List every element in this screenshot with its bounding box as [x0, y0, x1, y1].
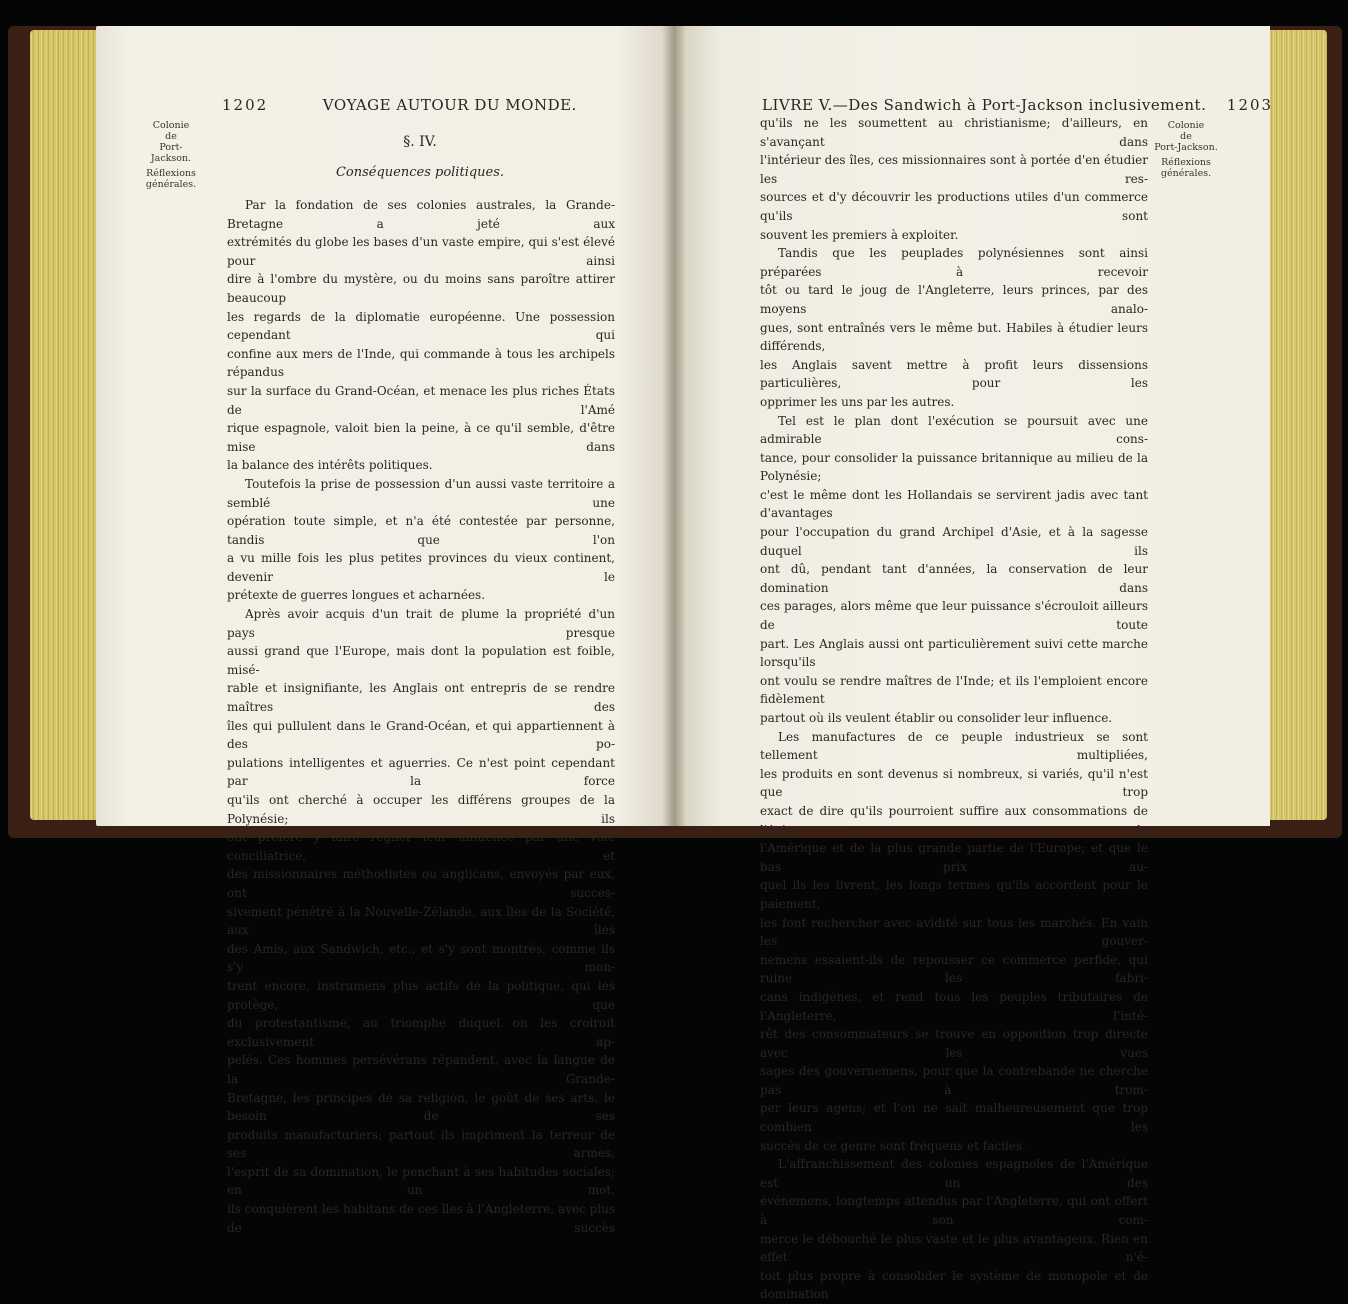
text-line: l'Amérique et de la plus grande partie de l'Europe; et que le bas prix au-	[760, 841, 1148, 874]
text-line: dire à l'ombre du mystère, ou du moins sans paroître attirer beaucoup	[227, 272, 615, 305]
text-line: ont préféré y faire régner leur influence par une voie conciliatrice, et	[227, 830, 615, 863]
left-body-text	[227, 196, 615, 1237]
text-line: opération toute simple, et n'a été contestée par personne, tandis que l'on	[227, 514, 615, 547]
text-line: ont voulu se rendre maîtres de l'Inde; et ils l'emploient encore fidèlement	[760, 673, 1148, 707]
text-line: merce le débouché le plus vaste et le plus avantageux. Rien en effet n'é-	[760, 1231, 1148, 1265]
text-line: événemens, longtemps attendus par l'Angleterre, qui ont offert à son com-	[760, 1194, 1148, 1228]
text-line: Tel est le plan dont l'exécution se poursuit avec une admirable cons-	[760, 413, 1148, 447]
section-heading: §. IV.	[403, 134, 437, 150]
text-line: rique espagnole, valoit bien la peine, à ce qu'il semble, d'être mise dans	[227, 421, 615, 454]
text-line: exact de dire qu'ils pourroient suffire aux consommations de l'Asie, de	[760, 803, 1148, 837]
text-line: c'est le même dont les Hollandais se servirent jadis avec tant d'avantages	[760, 487, 1148, 521]
right-margin-note: Colonie de Port-Jackson. Réflexions générales.	[1154, 120, 1218, 179]
left-header	[222, 96, 577, 114]
text-line: tance, pour consolider la puissance britannique au milieu de la Polynésie;	[760, 450, 1148, 484]
text-line: les regards de la diplomatie européenne. Une possession cependant qui	[227, 309, 615, 343]
text-line: Par la fondation de ses colonies australes, la Grande-Bretagne a jeté aux	[227, 198, 615, 231]
text-line: souvent les premiers à exploiter.	[760, 227, 959, 242]
left-running-title: VOYAGE AUTOUR DU MONDE.	[322, 96, 577, 114]
text-line: prétexte de guerres longues et acharnées.	[227, 588, 486, 603]
text-line: opprimer les uns par les autres.	[760, 394, 955, 409]
right-header	[762, 96, 1273, 114]
left-margin-note: Colonie de Port-Jackson. Réflexions générales.	[145, 120, 197, 190]
text-line: Après avoir acquis d'un trait de plume la propriété d'un pays presque	[227, 607, 615, 640]
text-line: qu'ils ne les soumettent au christianisme; d'ailleurs, en s'avançant dans	[760, 116, 1148, 149]
text-line: sivement pénétré à la Nouvelle-Zélande, aux îles de la Société, aux îles	[227, 904, 615, 938]
text-line: a vu mille fois les plus petites provinces du vieux continent, devenir le	[227, 551, 615, 584]
text-line: Toutefois la prise de possession d'un aussi vaste territoire a semblé une	[227, 476, 615, 510]
text-line: confine aux mers de l'Inde, qui commande à tous les archipels répandus	[227, 346, 615, 380]
text-line: rêt des consommateurs se trouve en opposition trop directe avec les vues	[760, 1027, 1148, 1060]
right-page-number: 1203	[1226, 96, 1274, 114]
text-line: la balance des intérêts politiques.	[227, 458, 433, 473]
text-line: qu'ils ont cherché à occuper les différens groupes de la Polynésie; ils	[227, 793, 615, 826]
text-line: îles qui pullulent dans le Grand-Océan, et qui appartiennent à des po-	[227, 718, 615, 752]
text-line: part. Les Anglais aussi ont particulièrement suivi cette marche lorsqu'ils	[760, 636, 1148, 670]
right-running-title: LIVRE V.—Des Sandwich à Port-Jackson inclusivement.	[762, 96, 1207, 114]
text-line: quel ils les livrent, les longs termes qu'ils accordent pour le paiement,	[760, 878, 1148, 911]
text-line: pelés. Ces hommes persévérans répandent, avec la langue de la Grande-	[227, 1053, 615, 1086]
text-line: aussi grand que l'Europe, mais dont la population est foible, misé-	[227, 644, 615, 677]
right-body-text	[760, 114, 1148, 1304]
text-line: L'affranchissement des colonies espagnoles de l'Amérique est un des	[760, 1157, 1148, 1190]
text-line: extrémités du globe les bases d'un vaste empire, qui s'est élevé pour ainsi	[227, 235, 615, 268]
text-line: nemens essaient-ils de repousser ce commerce perfide, qui ruine les fabri-	[760, 952, 1148, 986]
text-line: cans indigènes, et rend tous les peuples tributaires de l'Angleterre, l'inté-	[760, 989, 1148, 1023]
text-line: produits manufacturiers; partout ils impriment la terreur de ses armes,	[227, 1127, 615, 1161]
text-line: des missionnaires méthodistes ou anglicans, envoyés par eux, ont succes-	[227, 867, 615, 900]
text-line: l'esprit de sa domination, le penchant à ses habitudes sociales; en un mot,	[227, 1164, 615, 1198]
page-edges-left	[30, 30, 100, 820]
text-line: toit plus propre à consolider le système de monopole et de domination	[760, 1268, 1148, 1302]
text-line: per leurs agens; et l'on ne sait malheureusement que trop combien les	[760, 1101, 1148, 1135]
text-line: sources et d'y découvrir les productions utiles d'un commerce qu'ils sont	[760, 190, 1148, 223]
text-line: ont dû, pendant tant d'années, la conservation de leur domination dans	[760, 562, 1148, 595]
left-page-number: 1202	[222, 96, 269, 114]
text-line: Bretagne, les principes de sa religion, le goût de ses arts, le besoin de ses	[227, 1090, 615, 1124]
text-line: partout où ils veulent établir ou consolider leur influence.	[760, 711, 1113, 725]
text-line: ils conquièrent les habitans de ces îles à l'Angleterre, avec plus de succès	[227, 1202, 615, 1235]
text-line: des Amis, aux Sandwich, etc., et s'y sont montrés, comme ils s'y mon-	[227, 941, 615, 975]
text-line: succès de ce genre sont fréquens et faciles.	[760, 1138, 1026, 1153]
page-edges-right	[1265, 30, 1327, 820]
text-line: gues, sont entraînés vers le même but. Habiles à étudier leurs différends,	[760, 320, 1148, 354]
book-gutter	[662, 26, 686, 826]
text-line: sages des gouvernemens, pour que la contrebande ne cherche pas à trom-	[760, 1064, 1148, 1097]
text-line: tôt ou tard le joug de l'Angleterre, leurs princes, par des moyens analo-	[760, 283, 1148, 316]
text-line: les font rechercher avec avidité sur tous les marchés. En vain les gouver-	[760, 915, 1148, 949]
text-line: trent encore, instrumens plus actifs de la politique, qui les protège, que	[227, 978, 615, 1012]
text-line: pulations intelligentes et aguerries. Ce n'est point cependant par la force	[227, 755, 615, 789]
text-line: rable et insignifiante, les Anglais ont entrepris de se rendre maîtres des	[227, 681, 615, 715]
text-line: Tandis que les peuplades polynésiennes sont ainsi préparées à recevoir	[760, 246, 1148, 279]
text-line: pour l'occupation du grand Archipel d'Asie, et à la sagesse duquel ils	[760, 525, 1148, 558]
text-line: ces parages, alors même que leur puissance s'écrouloit ailleurs de toute	[760, 599, 1148, 633]
text-line: du protestantisme, au triomphe duquel on les croiroit exclusivement ap-	[227, 1016, 615, 1049]
text-line: les Anglais savent mettre à profit leurs dissensions particulières, pour les	[760, 357, 1148, 391]
section-subtitle: Conséquences politiques.	[335, 165, 505, 180]
text-line: Les manufactures de ce peuple industrieux se sont tellement multipliées,	[760, 729, 1148, 763]
text-line: l'intérieur des îles, ces missionnaires sont à portée d'en étudier les res-	[760, 153, 1148, 186]
text-line: sur la surface du Grand-Océan, et menace les plus riches États de l'Amé	[227, 383, 615, 417]
text-line: les produits en sont devenus si nombreux, si variés, qu'il n'est que trop	[760, 766, 1148, 800]
